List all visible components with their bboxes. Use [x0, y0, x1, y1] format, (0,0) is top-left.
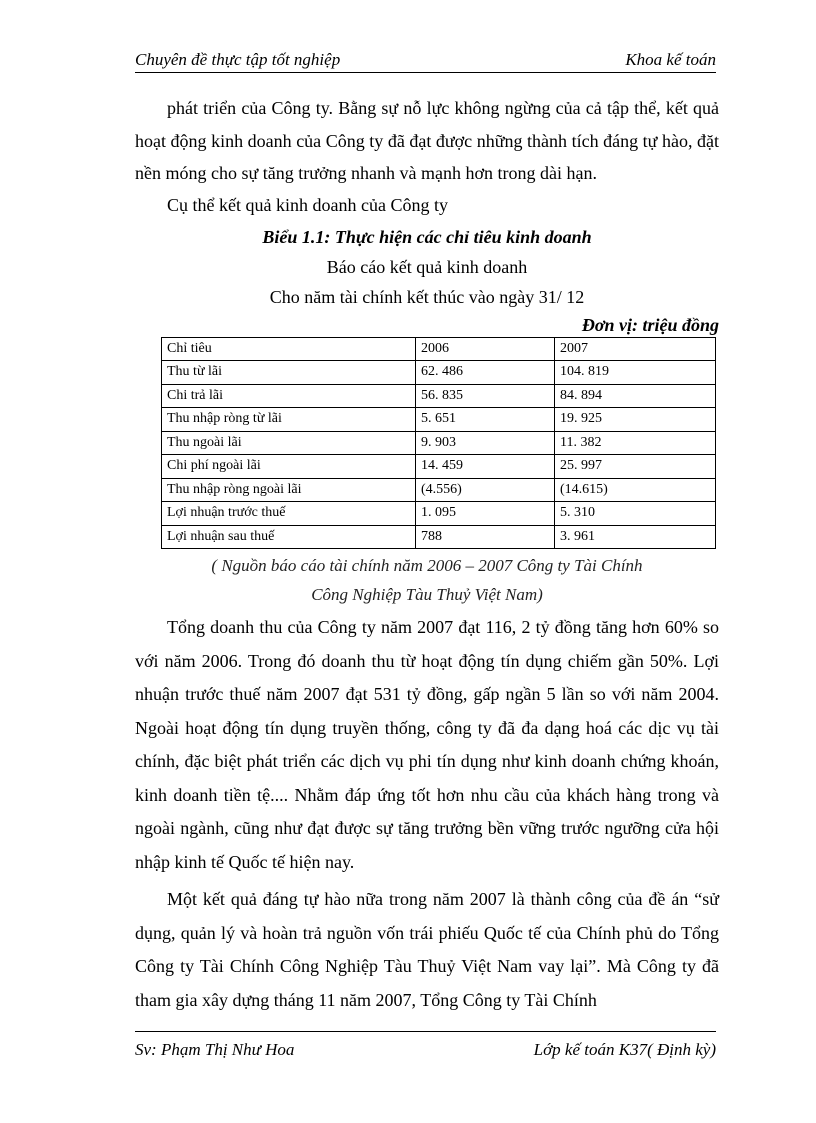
- intro-lead: Cụ thể kết quả kinh doanh của Công ty: [167, 194, 448, 215]
- table-cell: 3. 961: [555, 525, 716, 549]
- table-cell: Lợi nhuận sau thuế: [162, 525, 416, 549]
- table-row: [162, 384, 716, 408]
- table-cell: 9. 903: [416, 431, 555, 455]
- header-left: Chuyên đề thực tập tốt nghiệp: [135, 50, 341, 69]
- table-cell: 5. 310: [555, 502, 716, 526]
- results-table: [161, 337, 716, 550]
- table-cell: 62. 486: [416, 361, 555, 385]
- bond-paragraph: Một kết quả đáng tự hào nữa trong năm 2007 là thành công của đề án “sử dụng, quản lý và hoàn trả nguồn vốn trái phiếu Quốc tế của Chính phủ do Tổng Công ty Tài Chính Công Nghiệp Tàu Thuỷ Việt Nam vay lại”. Mà Công ty đã tham gia xây dựng tháng 11 năm 2007, Tổng Công ty Tài Chính: [135, 889, 719, 1010]
- table-row: [162, 361, 716, 385]
- table-cell: Thu từ lãi: [162, 361, 416, 385]
- page-body: [135, 92, 719, 1017]
- table-cell: (4.556): [416, 478, 555, 502]
- table-cell: Thu nhập ròng từ lãi: [162, 408, 416, 432]
- table-cell: 56. 835: [416, 384, 555, 408]
- table-cell: Thu nhập ròng ngoài lãi: [162, 478, 416, 502]
- table-row: [162, 478, 716, 502]
- header-cell: 2006: [416, 337, 555, 361]
- table-row: [162, 502, 716, 526]
- table-cell: 19. 925: [555, 408, 716, 432]
- footer-right: Lớp kế toán K37( Định kỳ): [533, 1040, 716, 1059]
- page-footer: [135, 1031, 716, 1062]
- table-cell: 788: [416, 525, 555, 549]
- table-cell: Lợi nhuận trước thuế: [162, 502, 416, 526]
- table-row: [162, 455, 716, 479]
- table-cell: 5. 651: [416, 408, 555, 432]
- table-cell: 84. 894: [555, 384, 716, 408]
- source-line-1: ( Nguồn báo cáo tài chính năm 2006 – 2007 Công ty Tài Chính: [211, 556, 643, 575]
- header-right: Khoa kế toán: [625, 50, 716, 69]
- table-cell: Chi trả lãi: [162, 384, 416, 408]
- table-cell: Thu ngoài lãi: [162, 431, 416, 455]
- intro-paragraph: phát triển của Công ty. Bằng sự nỗ lực không ngừng của cả tập thể, kết quả hoạt động kinh doanh của Công ty đã đạt được những thành tích đáng tự hào, đặt nền móng cho sự tăng trưởng nhanh và mạnh hơn trong dài hạn.: [135, 98, 719, 183]
- header-cell: 2007: [555, 337, 716, 361]
- table-cell: 14. 459: [416, 455, 555, 479]
- source-line-2: Công Nghiệp Tàu Thuỷ Việt Nam): [311, 585, 543, 604]
- table-unit: Đơn vị: triệu đồng: [581, 314, 719, 335]
- table-subtitle-2: Cho năm tài chính kết thúc vào ngày 31/ 12: [269, 286, 585, 307]
- header-cell: Chỉ tiêu: [162, 337, 416, 361]
- page-header: [135, 48, 716, 73]
- table-row: [162, 431, 716, 455]
- table-row: [162, 525, 716, 549]
- table-cell: (14.615): [555, 478, 716, 502]
- footer-left: Sv: Phạm Thị Như Hoa: [135, 1040, 295, 1059]
- table-subtitle-1: Báo cáo kết quả kinh doanh: [326, 256, 528, 277]
- table-header-row: [162, 337, 716, 361]
- table-cell: Chi phí ngoài lãi: [162, 455, 416, 479]
- table-cell: 11. 382: [555, 431, 716, 455]
- table-row: [162, 408, 716, 432]
- table-caption: Biểu 1.1: Thực hiện các chỉ tiêu kinh doanh: [262, 226, 592, 247]
- table-cell: 25. 997: [555, 455, 716, 479]
- table-cell: 104. 819: [555, 361, 716, 385]
- table-cell: 1. 095: [416, 502, 555, 526]
- revenue-paragraph: Tổng doanh thu của Công ty năm 2007 đạt 116, 2 tỷ đồng tăng hơn 60% so với năm 2006. Trong đó doanh thu từ hoạt động tín dụng chiếm gần 50%. Lợi nhuận trước thuế năm 2007 đạt 531 tỷ đồng, gấp ngần 5 lần so với năm 2004. Ngoài hoạt động tín dụng truyền thống, công ty đã đa dạng hoá các dịc vụ tài chính, đặc biệt phát triển các dịch vụ phi tín dụng như kinh doanh chứng khoán, kinh doanh tiền tệ.... Nhằm đáp ứng tốt hơn nhu cầu của khách hàng trong và ngoài ngành, cũng như đạt được sự tăng trưởng bền vững trước ngưỡng cửa hội nhập kinh tế Quốc tế hiện nay.: [135, 617, 719, 872]
- table-source: [135, 551, 719, 609]
